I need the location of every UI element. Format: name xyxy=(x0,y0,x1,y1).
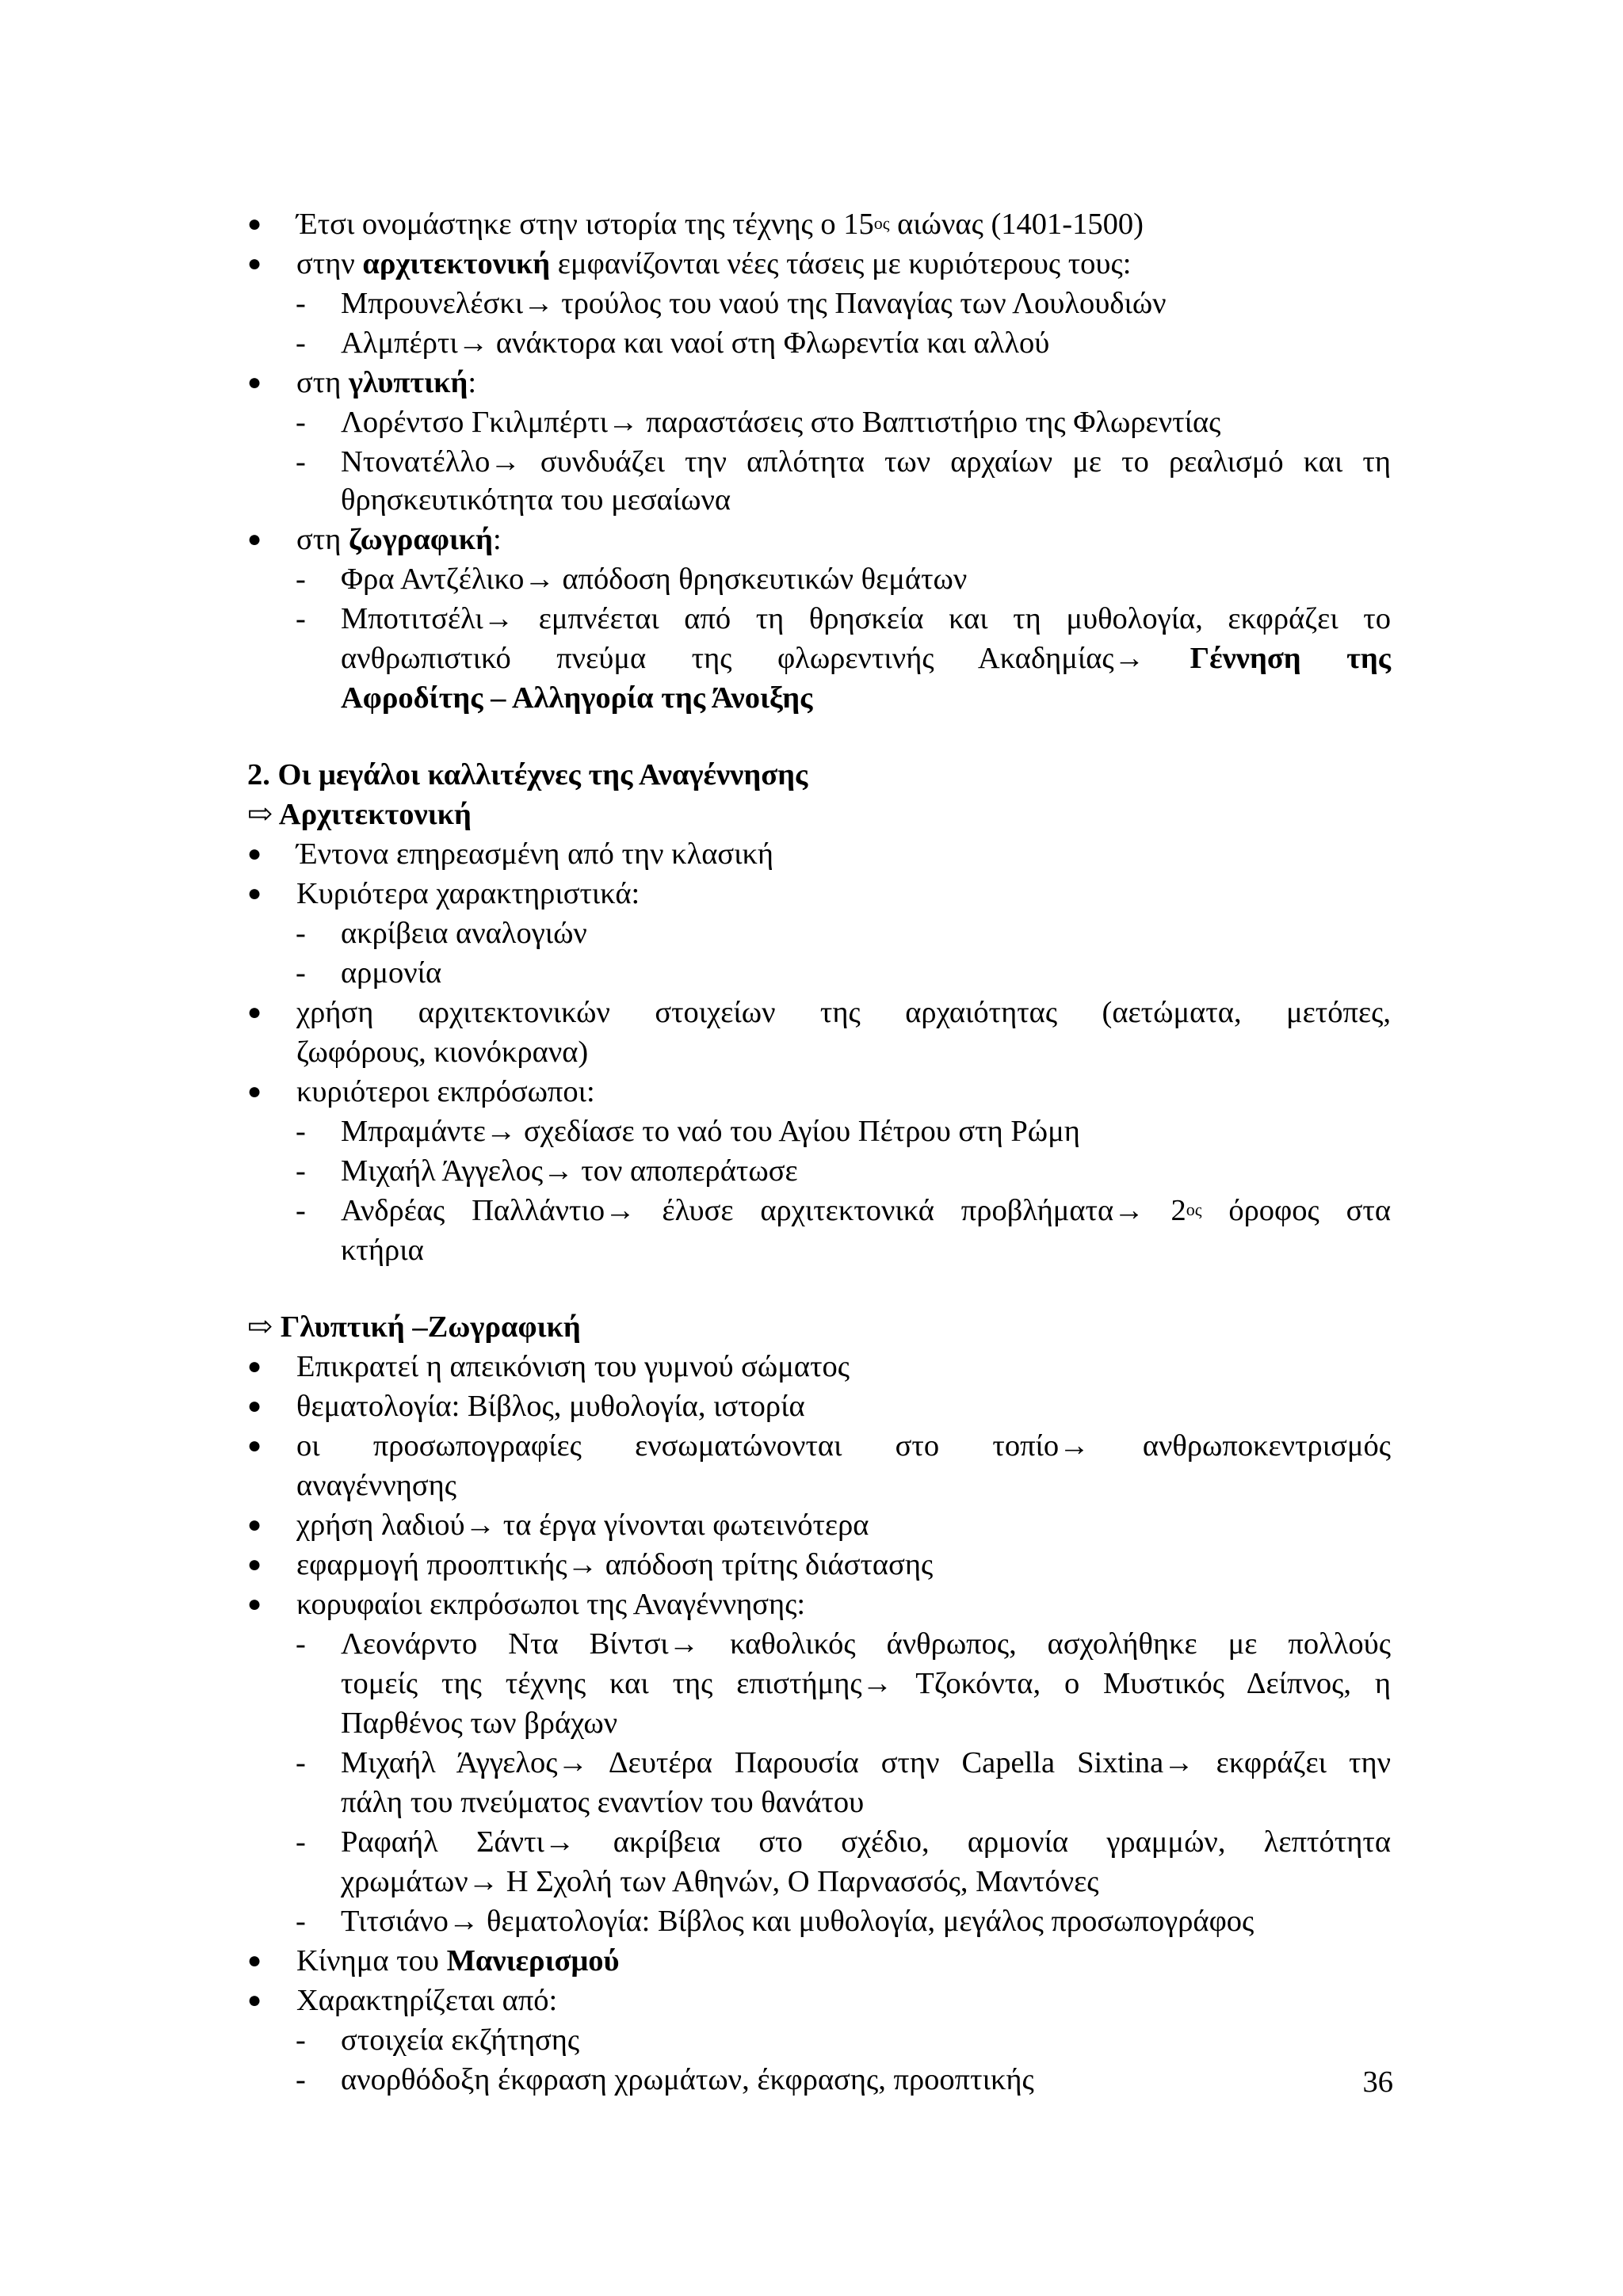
line-text xyxy=(296,204,1144,244)
text-run: Ανδρέας Παλλάντιο→ έλυσε αρχιτεκτονικά προβλήματα→ 2 xyxy=(341,1194,1186,1227)
line-text xyxy=(341,480,731,520)
bullet-icon: ● xyxy=(247,1432,262,1459)
text-run: Λορέντσο Γκιλμπέρτι→ παραστάσεις στο Βαπτιστήριο της Φλωρεντίας xyxy=(341,406,1221,439)
line-text xyxy=(341,1783,864,1822)
text-run: κτήρια xyxy=(341,1234,424,1267)
text-run: Παρθένος των βράχων xyxy=(341,1707,618,1740)
text-run: ⇨ Αρχιτεκτονική xyxy=(247,798,472,831)
text-run: Ραφαήλ Σάντι→ ακρίβεια στο σχέδιο, αρμονία γραμμών, λεπτότητα xyxy=(341,1825,1391,1859)
text-run: πάλη του πνεύματος εναντίον του θανάτου xyxy=(341,1786,865,1819)
bullet-icon: ● xyxy=(247,1947,262,1974)
text-run: εφαρμογή προοπτικής→ απόδοση τρίτης διάστασης xyxy=(296,1548,934,1581)
dash-marker: - xyxy=(296,287,306,320)
dash-marker: - xyxy=(296,1154,306,1188)
line-text xyxy=(296,1032,588,1072)
line-text xyxy=(341,1151,798,1191)
bullet-icon: ● xyxy=(247,841,262,867)
text-run: Φρα Αντζέλικο→ απόδοση θρησκευτικών θεμάτων xyxy=(341,563,968,596)
text-run: Επικρατεί η απεικόνιση του γυμνού σώματος xyxy=(296,1350,850,1383)
line-text xyxy=(341,323,1049,363)
dash-marker: - xyxy=(296,1825,306,1859)
text-run: ζωφόρους, κιονόκρανα) xyxy=(296,1035,589,1069)
bullet-icon: ● xyxy=(247,1078,262,1104)
line-text xyxy=(341,2060,1034,2100)
dash-marker: - xyxy=(296,1905,306,1938)
text-run: ⇨ Γλυπτική –Ζωγραφική xyxy=(247,1310,581,1344)
dash-marker: - xyxy=(296,1627,306,1661)
dash-marker: - xyxy=(296,1194,306,1227)
dash-marker: - xyxy=(296,406,306,439)
bullet-icon: ● xyxy=(247,526,262,552)
line-text xyxy=(341,639,1391,678)
text-run: : xyxy=(493,523,502,556)
dash-marker: - xyxy=(296,326,306,360)
line-text xyxy=(341,913,587,953)
line-text xyxy=(341,1112,1080,1151)
text-run: γλυπτική xyxy=(348,366,468,399)
line-text xyxy=(296,1466,456,1505)
line-text xyxy=(341,1822,1391,1862)
text-run: Γέννηση της xyxy=(1190,642,1391,675)
text-run: Έτσι ονομάστηκε στην ιστορία της τέχνης ο 15 xyxy=(296,208,874,241)
text-run: Αφροδίτης – Αλληγορία της Άνοιξης xyxy=(341,681,813,715)
line-text xyxy=(296,1545,933,1585)
line-text xyxy=(296,834,773,874)
text-run: Χαρακτηρίζεται από: xyxy=(296,1984,558,2017)
text-run: ζωγραφική xyxy=(348,523,494,556)
text-run: Τιτσιάνο→ θεματολογία: Βίβλος και μυθολογία, μεγάλος προσωπογράφος xyxy=(341,1905,1254,1938)
bullet-icon: ● xyxy=(247,880,262,906)
bullet-icon: ● xyxy=(247,1512,262,1538)
dash-marker: - xyxy=(296,956,306,990)
text-run: χρήση αρχιτεκτονικών στοιχείων της αρχαιότητας (αετώματα, μετόπες, xyxy=(296,996,1391,1029)
text-run: όροφος στα xyxy=(1201,1194,1391,1227)
text-run: χρωμάτων→ Η Σχολή των Αθηνών, Ο Παρνασσός, Μαντόνες xyxy=(341,1865,1099,1898)
text-run: ος xyxy=(1186,1199,1202,1219)
text-run: κυριότεροι εκπρόσωποι: xyxy=(296,1075,595,1108)
text-run: Μανιερισμού xyxy=(446,1944,620,1978)
line-text xyxy=(341,1743,1391,1783)
bullet-icon: ● xyxy=(247,1987,262,2013)
text-run: στη xyxy=(296,366,349,399)
line-text xyxy=(341,1664,1391,1703)
dash-marker: - xyxy=(296,563,306,596)
text-run: αρχιτεκτονική xyxy=(362,247,551,280)
dash-marker: - xyxy=(296,1746,306,1779)
dash-marker: - xyxy=(296,1115,306,1148)
bullet-icon: ● xyxy=(247,999,262,1025)
bullet-icon: ● xyxy=(247,1591,262,1617)
text-run: ανορθόδοξη έκφραση χρωμάτων, έκφρασης, προοπτικής xyxy=(341,2063,1034,2096)
text-run: στη xyxy=(296,523,349,556)
line-text xyxy=(341,2020,579,2060)
line-text xyxy=(341,402,1220,442)
line-text xyxy=(296,244,1131,284)
bullet-icon: ● xyxy=(247,1353,262,1379)
line-text xyxy=(296,363,476,402)
text-run: θεματολογία: Βίβλος, μυθολογία, ιστορία xyxy=(296,1390,805,1423)
line-text xyxy=(296,993,1391,1032)
section-heading xyxy=(247,755,808,795)
text-run: θρησκευτικότητα του μεσαίωνα xyxy=(341,483,731,517)
text-run: Μιχαήλ Άγγελος→ τον αποπεράτωσε xyxy=(341,1154,798,1188)
line-text xyxy=(341,559,967,599)
text-run: Αλμπέρτι→ ανάκτορα και ναοί στη Φλωρεντία και αλλού xyxy=(341,326,1050,360)
dash-marker: - xyxy=(296,602,306,635)
line-text xyxy=(341,1862,1099,1901)
page-number: 36 xyxy=(1362,2065,1393,2099)
text-run: Κίνημα του xyxy=(296,1944,447,1978)
text-run: Κυριότερα χαρακτηριστικά: xyxy=(296,877,640,910)
section-heading xyxy=(247,1307,581,1347)
line-text xyxy=(341,953,441,993)
text-run: Μπραμάντε→ σχεδίασε το ναό του Αγίου Πέτρου στη Ρώμη xyxy=(341,1115,1080,1148)
line-text xyxy=(341,442,1391,482)
line-text xyxy=(296,1426,1391,1466)
line-text xyxy=(296,1941,620,1981)
text-run: : xyxy=(468,366,477,399)
text-run: χρήση λαδιού→ τα έργα γίνονται φωτεινότερα xyxy=(296,1508,869,1542)
text-run: αιώνας (1401-1500) xyxy=(889,208,1144,241)
line-text xyxy=(296,1072,595,1112)
text-run: αρμονία xyxy=(341,956,442,990)
text-run: ανθρωπιστικό πνεύμα της φλωρεντινής Ακαδημίας→ xyxy=(341,642,1190,675)
line-text xyxy=(341,1703,617,1743)
text-run: αναγέννησης xyxy=(296,1469,457,1502)
line-text xyxy=(341,678,812,718)
text-run: Ντονατέλλο→ συνδυάζει την απλότητα των αρχαίων με το ρεαλισμό και τη xyxy=(341,445,1391,479)
bullet-icon: ● xyxy=(247,1551,262,1577)
text-run: Λεονάρντο Ντα Βίντσι→ καθολικός άνθρωπος, ασχολήθηκε με πολλούς xyxy=(341,1627,1391,1661)
dash-marker: - xyxy=(296,917,306,950)
dash-marker: - xyxy=(296,2023,306,2057)
line-text xyxy=(296,1347,850,1386)
line-text xyxy=(296,1386,805,1426)
dash-marker: - xyxy=(296,445,306,479)
text-run: Μιχαήλ Άγγελος→ Δευτέρα Παρουσία στην Capella Sixtina→ εκφράζει την xyxy=(341,1746,1391,1779)
text-run: Μπρουνελέσκι→ τρούλος του ναού της Παναγίας των Λουλουδιών xyxy=(341,287,1167,320)
bullet-icon: ● xyxy=(247,250,262,277)
text-run: κορυφαίοι εκπρόσωποι της Αναγέννησης: xyxy=(296,1588,806,1621)
bullet-icon: ● xyxy=(247,1393,262,1419)
line-text xyxy=(341,599,1391,639)
line-text xyxy=(296,874,640,913)
text-run: στοιχεία εκζήτησης xyxy=(341,2023,580,2057)
line-text xyxy=(341,1191,1391,1230)
section-heading xyxy=(247,795,472,834)
line-text xyxy=(296,1981,557,2020)
text-run: ος xyxy=(873,213,890,233)
text-run: Έντονα επηρεασμένη από την κλασική xyxy=(296,837,774,871)
bullet-icon: ● xyxy=(247,211,262,237)
text-run: ακρίβεια αναλογιών xyxy=(341,917,587,950)
line-text xyxy=(341,1901,1254,1941)
line-text xyxy=(341,1624,1391,1664)
line-text xyxy=(296,520,502,559)
text-run: Μποτιτσέλι→ εμπνέεται από τη θρησκεία και τη μυθολογία, εκφράζει το xyxy=(341,602,1391,635)
text-run: 2. Οι μεγάλοι καλλιτέχνες της Αναγέννησης xyxy=(247,758,808,791)
line-text xyxy=(341,284,1167,323)
text-run: στην xyxy=(296,247,363,280)
line-text xyxy=(296,1505,869,1545)
bullet-icon: ● xyxy=(247,369,262,395)
text-run: τομείς της τέχνης και της επιστήμης→ Τζοκόντα, ο Μυστικός Δείπνος, η xyxy=(341,1667,1391,1700)
line-text xyxy=(341,1230,424,1270)
text-run: οι προσωπογραφίες ενσωματώνονται στο τοπίο→ ανθρωποκεντρισμός xyxy=(296,1429,1391,1463)
dash-marker: - xyxy=(296,2063,306,2096)
line-text xyxy=(296,1585,805,1624)
text-run: εμφανίζονται νέες τάσεις με κυριότερους τους: xyxy=(550,247,1132,280)
